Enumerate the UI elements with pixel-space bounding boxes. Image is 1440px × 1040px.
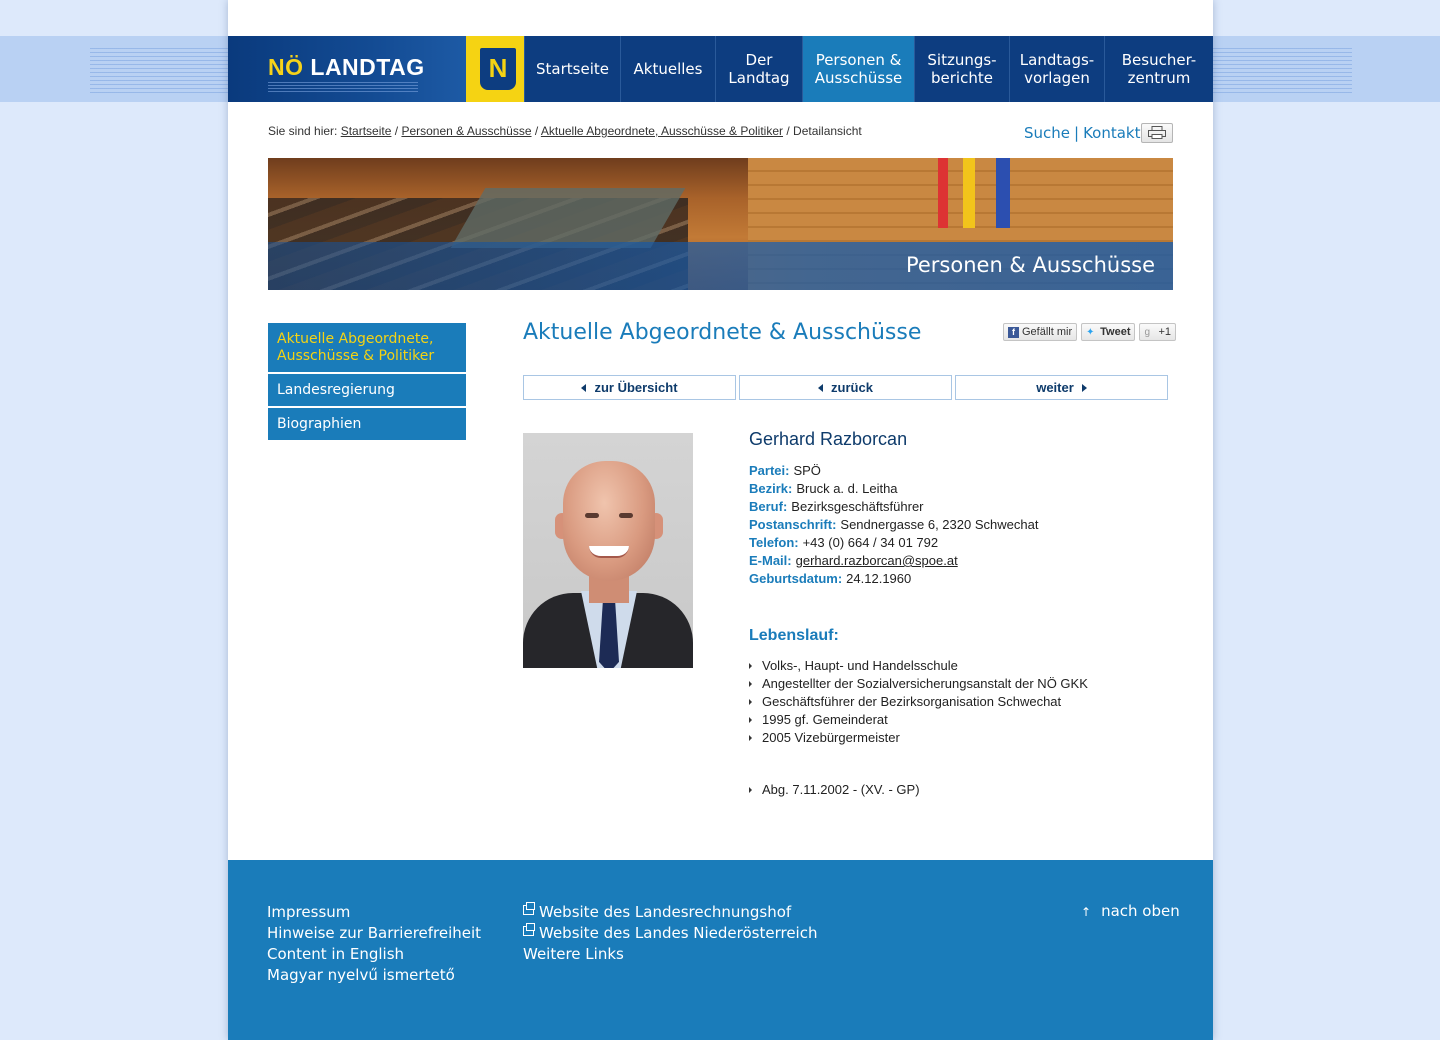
main-navigation xyxy=(524,36,1213,102)
nav-item-label: Besucher- zentrum xyxy=(1121,51,1197,87)
footer-link-label: Weitere Links xyxy=(523,945,624,963)
nav-item-label: Aktuelles xyxy=(633,60,703,78)
overview-button[interactable] xyxy=(523,375,736,400)
pagination-buttons xyxy=(523,375,1168,400)
nav-item-3[interactable] xyxy=(802,36,914,102)
site-logo[interactable] xyxy=(228,36,466,102)
tool-separator: | xyxy=(1074,124,1080,142)
portrait-photo xyxy=(523,433,693,668)
social-buttons xyxy=(1003,323,1176,341)
info-value: Bezirksgeschäftsführer xyxy=(791,499,924,514)
footer-link[interactable]: Magyar nyelvű ismertető xyxy=(267,966,455,984)
back-to-top-label: nach oben xyxy=(1101,902,1180,920)
info-row xyxy=(749,516,1179,534)
cv-item: 2005 Vizebürgermeister xyxy=(749,729,1088,747)
nav-item-label: Personen & Ausschüsse xyxy=(814,51,903,87)
info-label: Postanschrift: xyxy=(749,517,837,532)
sidebar-item-2[interactable] xyxy=(268,408,466,440)
nav-item-label: Sitzungs- berichte xyxy=(927,51,997,87)
tweet-label: Tweet xyxy=(1100,326,1131,338)
google-plus-icon: g xyxy=(1144,326,1151,338)
footer-link[interactable]: Content in English xyxy=(267,945,405,963)
breadcrumb-current: Detailansicht xyxy=(793,124,862,138)
info-label: Bezirk: xyxy=(749,481,793,496)
page-container xyxy=(228,0,1213,1040)
logo-prefix: NÖ xyxy=(268,54,304,80)
info-label: Telefon: xyxy=(749,535,799,550)
header xyxy=(228,36,1213,102)
sidebar-item-label: Aktuelle Abgeordnete, Ausschüsse & Politiker xyxy=(277,331,435,364)
footer-link[interactable]: Hinweise zur Barrierefreiheit xyxy=(267,924,482,942)
tool-links xyxy=(1024,124,1141,142)
cv-list xyxy=(749,657,1088,747)
mandate-list xyxy=(749,781,920,799)
nav-item-2[interactable] xyxy=(715,36,802,102)
info-value: +43 (0) 664 / 34 01 792 xyxy=(802,535,939,550)
info-row xyxy=(749,570,1179,588)
footer-link[interactable] xyxy=(523,902,817,923)
arrow-up-icon: ↑ xyxy=(1081,905,1092,919)
nav-item-label: Landtags- vorlagen xyxy=(1019,51,1095,87)
info-label: E-Mail: xyxy=(749,553,792,568)
breadcrumb: Sie sind hier: Startseite / Personen & Ausschüsse / Aktuelle Abgeordnete, Ausschüsse & Politiker / Detailansicht xyxy=(268,124,862,138)
page-title: Aktuelle Abgeordnete & Ausschüsse xyxy=(523,320,922,345)
cv-item: Geschäftsführer der Bezirksorganisation Schwechat xyxy=(749,693,1088,711)
nav-item-6[interactable] xyxy=(1104,36,1213,102)
gplus-label: +1 xyxy=(1158,326,1172,338)
arrow-left-icon xyxy=(818,384,823,392)
breadcrumb-link-persons[interactable]: Personen & Ausschüsse xyxy=(401,124,532,138)
info-value: Bruck a. d. Leitha xyxy=(796,481,898,496)
printer-icon xyxy=(1148,126,1166,139)
nav-item-label: Der Landtag xyxy=(728,51,790,87)
decorative-lines-left xyxy=(90,48,230,94)
person-fields xyxy=(749,462,1179,588)
arrow-right-icon xyxy=(1082,384,1087,392)
footer-links-column-1 xyxy=(267,902,481,986)
back-to-top-link[interactable] xyxy=(1081,902,1180,920)
footer-links-column-2 xyxy=(523,902,817,965)
info-value: 24.12.1960 xyxy=(846,571,912,586)
print-button[interactable] xyxy=(1141,123,1173,143)
overview-label: zur Übersicht xyxy=(594,380,678,395)
breadcrumb-link-home[interactable]: Startseite xyxy=(340,124,392,138)
contact-link[interactable]: Kontakt xyxy=(1083,124,1141,142)
coat-of-arms-icon xyxy=(466,36,524,102)
cv-item: Angestellter der Sozialversicherungsanstalt der NÖ GKK xyxy=(749,675,1088,693)
footer-link[interactable] xyxy=(523,944,817,965)
footer-link-label: Website des Landes Niederösterreich xyxy=(539,924,818,942)
google-plus-button[interactable] xyxy=(1139,323,1176,341)
person-details xyxy=(749,429,1179,588)
sidebar-item-label: Landesregierung xyxy=(277,382,395,398)
sidebar-item-0[interactable] xyxy=(268,323,466,372)
info-label: Beruf: xyxy=(749,499,788,514)
external-link-icon xyxy=(523,905,534,915)
banner-title: Personen & Ausschüsse xyxy=(905,253,1155,277)
breadcrumb-prefix: Sie sind hier: xyxy=(268,124,338,138)
breadcrumb-link-members[interactable]: Aktuelle Abgeordnete, Ausschüsse & Politiker xyxy=(540,124,784,138)
twitter-icon: ✦ xyxy=(1086,326,1095,338)
info-value: SPÖ xyxy=(793,463,821,478)
nav-item-label: Startseite xyxy=(536,60,609,78)
nav-item-5[interactable] xyxy=(1009,36,1104,102)
nav-item-4[interactable] xyxy=(914,36,1009,102)
next-label: weiter xyxy=(1036,380,1074,395)
sidebar-navigation xyxy=(268,323,466,442)
nav-item-1[interactable] xyxy=(620,36,715,102)
cv-item: 1995 gf. Gemeinderat xyxy=(749,711,1088,729)
logo-text: LANDTAG xyxy=(310,54,425,80)
sidebar-item-1[interactable] xyxy=(268,374,466,406)
sidebar-item-label: Biographien xyxy=(277,416,362,432)
decorative-lines-right xyxy=(1212,48,1352,94)
mandate-item: Abg. 7.11.2002 - (XV. - GP) xyxy=(749,781,920,799)
arrow-left-icon xyxy=(581,384,586,392)
footer-link[interactable] xyxy=(523,923,817,944)
facebook-label: Gefällt mir xyxy=(1022,326,1073,338)
facebook-like-button[interactable] xyxy=(1003,323,1077,341)
footer-link[interactable]: Impressum xyxy=(267,903,351,921)
wappen-letter: N xyxy=(488,53,508,83)
info-row xyxy=(749,480,1179,498)
info-row xyxy=(749,534,1179,552)
back-button[interactable] xyxy=(739,375,952,400)
info-value: Sendnergasse 6, 2320 Schwechat xyxy=(840,517,1039,532)
footer xyxy=(228,860,1213,1040)
search-link[interactable]: Suche xyxy=(1024,124,1071,142)
back-label: zurück xyxy=(831,380,873,395)
next-button[interactable] xyxy=(955,375,1168,400)
email-link[interactable]: gerhard.razborcan@spoe.at xyxy=(795,553,958,568)
info-row xyxy=(749,552,1179,570)
external-link-icon xyxy=(523,926,534,936)
logo-stripes xyxy=(268,82,418,94)
header-banner-image xyxy=(268,158,1173,290)
info-row xyxy=(749,462,1179,480)
cv-item: Volks-, Haupt- und Handelsschule xyxy=(749,657,1088,675)
tweet-button[interactable] xyxy=(1081,323,1135,341)
info-label: Partei: xyxy=(749,463,790,478)
cv-heading: Lebenslauf: xyxy=(749,627,839,644)
info-row xyxy=(749,498,1179,516)
info-label: Geburtsdatum: xyxy=(749,571,843,586)
person-name: Gerhard Razborcan xyxy=(749,429,908,449)
facebook-icon: f xyxy=(1008,327,1019,338)
nav-item-0[interactable] xyxy=(524,36,620,102)
footer-link-label: Website des Landesrechnungshof xyxy=(539,903,792,921)
